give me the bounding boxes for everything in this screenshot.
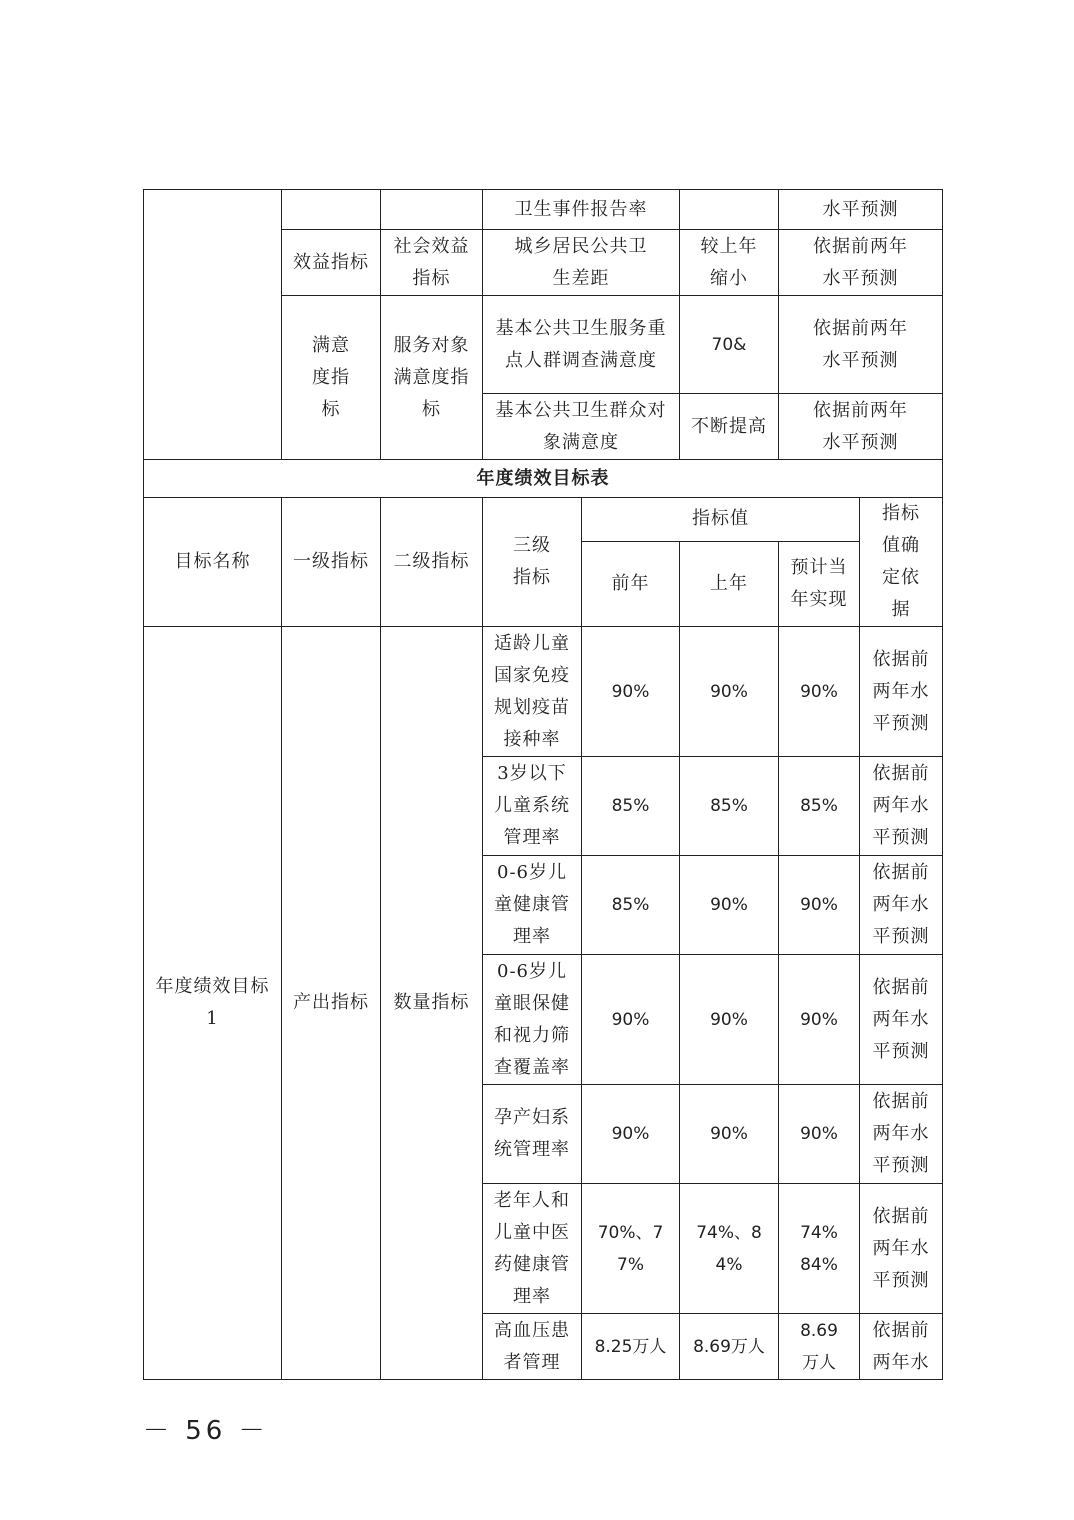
table-row (144, 498, 943, 542)
indicator-cell: 高血压患者管理 (483, 1314, 582, 1380)
prev-value-cell: 85% (582, 856, 680, 955)
header-level2: 二级指标 (381, 498, 483, 627)
header-level3: 三级指标 (483, 498, 582, 627)
table-row (144, 460, 943, 498)
header-basis: 指标值确定依据 (860, 498, 943, 627)
performance-table (143, 189, 943, 1380)
last-value-cell: 8.69万人 (680, 1314, 779, 1380)
basis-cell: 依据前两年水平预测 (860, 757, 943, 856)
header-value-group: 指标值 (582, 498, 860, 542)
level2-cell: 服务对象满意度指标 (381, 296, 483, 460)
basis-cell: 依据前两年水平预测 (860, 1184, 943, 1314)
header-level1: 一级指标 (282, 498, 381, 627)
expected-value-cell: 8.69万人 (779, 1314, 860, 1380)
indicator-cell: 3岁以下儿童系统管理率 (483, 757, 582, 856)
expected-value-cell: 85% (779, 757, 860, 856)
expected-value-cell: 74% 84% (779, 1184, 860, 1314)
table-row (144, 627, 943, 757)
indicator-cell: 孕产妇系统管理率 (483, 1085, 582, 1184)
prev-value-cell: 70%、77% (582, 1184, 680, 1314)
basis-cell: 依据前两年水平预测 (860, 856, 943, 955)
indicator-cell: 卫生事件报告率 (483, 190, 680, 230)
indicator-cell: 0-6岁儿童眼保健和视力筛查覆盖率 (483, 955, 582, 1085)
level2-cell: 数量指标 (381, 627, 483, 1380)
table-row (144, 190, 943, 230)
page-number: － 56 － (143, 1416, 269, 1446)
expected-value-cell: 90% (779, 856, 860, 955)
basis-cell: 依据前两年水平预测 (779, 230, 943, 296)
last-value-cell: 90% (680, 955, 779, 1085)
header-last-year: 上年 (680, 541, 779, 626)
prev-value-cell: 8.25万人 (582, 1314, 680, 1380)
basis-cell: 依据前两年水平预测 (779, 394, 943, 460)
section-title: 年度绩效目标表 (144, 460, 943, 498)
header-goal-name: 目标名称 (144, 498, 282, 627)
indicator-cell: 老年人和儿童中医药健康管理率 (483, 1184, 582, 1314)
expected-value-cell: 90% (779, 955, 860, 1085)
prev-value-cell: 85% (582, 757, 680, 856)
last-value-cell: 85% (680, 757, 779, 856)
indicator-cell: 基本公共卫生群众对象满意度 (483, 394, 680, 460)
last-value-cell: 90% (680, 856, 779, 955)
level1-cell: 产出指标 (282, 627, 381, 1380)
level1-cell: 满意度指标 (282, 296, 381, 460)
level2-cell: 社会效益指标 (381, 230, 483, 296)
target-cell: 较上年缩小 (680, 230, 779, 296)
goal-name-cell: 年度绩效目标1 (144, 627, 282, 1380)
prev-value-cell: 90% (582, 1085, 680, 1184)
basis-cell: 依据前两年水 (860, 1314, 943, 1380)
expected-value-cell: 90% (779, 1085, 860, 1184)
header-prev-year: 前年 (582, 541, 680, 626)
basis-cell: 依据前两年水平预测 (779, 296, 943, 394)
expected-value-cell: 90% (779, 627, 860, 757)
basis-cell: 依据前两年水平预测 (860, 1085, 943, 1184)
last-value-cell: 90% (680, 1085, 779, 1184)
last-value-cell: 90% (680, 627, 779, 757)
prev-value-cell: 90% (582, 955, 680, 1085)
empty-cell (680, 190, 779, 230)
indicator-cell: 0-6岁儿童健康管理率 (483, 856, 582, 955)
prev-value-cell: 90% (582, 627, 680, 757)
basis-cell: 依据前两年水平预测 (860, 627, 943, 757)
header-expected: 预计当年实现 (779, 541, 860, 626)
indicator-cell: 城乡居民公共卫生差距 (483, 230, 680, 296)
empty-cell (381, 190, 483, 230)
indicator-cell: 基本公共卫生服务重点人群调查满意度 (483, 296, 680, 394)
empty-cell (282, 190, 381, 230)
target-cell: 不断提高 (680, 394, 779, 460)
basis-cell: 水平预测 (779, 190, 943, 230)
target-cell: 70& (680, 296, 779, 394)
basis-cell: 依据前两年水平预测 (860, 955, 943, 1085)
empty-cell (144, 190, 282, 460)
last-value-cell: 74%、84% (680, 1184, 779, 1314)
indicator-cell: 适龄儿童国家免疫规划疫苗接种率 (483, 627, 582, 757)
level1-cell: 效益指标 (282, 230, 381, 296)
